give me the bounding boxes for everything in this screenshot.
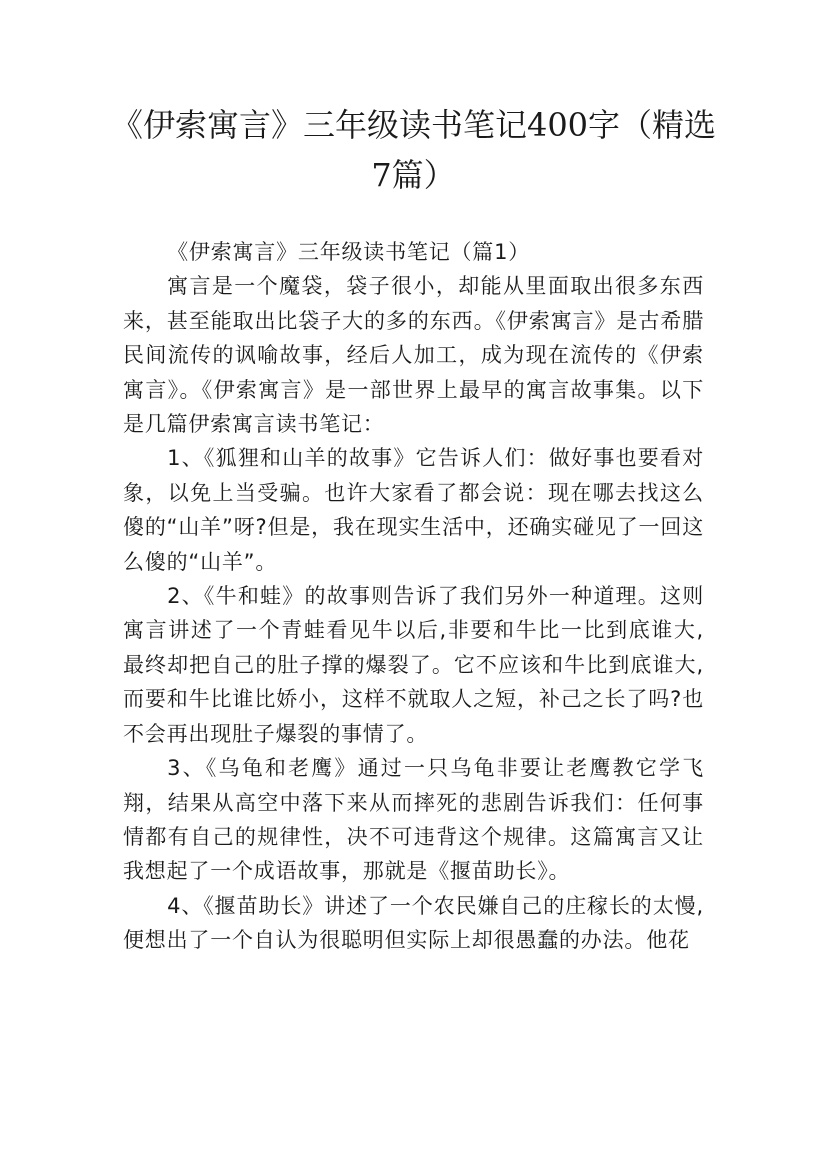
paragraph-tortoise-and-eagle: 3、《乌龟和老鹰》通过一只乌龟非要让老鹰教它学飞翔，结果从高空中落下来从而摔死的悲剧告诉我们：任何事情都有自己的规律性，决不可违背这个规律。这篇寓言又让我想起了一个成语故事，那就是《揠苗助长》。 <box>123 756 704 884</box>
document-body <box>123 235 704 958</box>
paragraph-fox-and-goat: 1、《狐狸和山羊的故事》它告诉人们：做好事也要看对象，以免上当受骗。也许大家看了都会说：现在哪去找这么傻的“山羊”呀?但是，我在现实生活中，还确实碰见了一回这么傻的“山羊”。 <box>123 446 704 574</box>
section-heading: 《伊索寓言》三年级读书笔记（篇1） <box>167 240 531 264</box>
document-title: 《伊索寓言》三年级读书笔记400字（精选7篇） <box>110 106 717 194</box>
paragraph-ox-and-frog: 2、《牛和蛙》的故事则告诉了我们另外一种道理。这则寓言讲述了一个青蛙看见牛以后,非要和牛比一比到底谁大,最终却把自己的肚子撑的爆裂了。它不应该和牛比到底谁大,而要和牛比谁比娇小，这样不就取人之短，补己之长了吗?也不会再出现肚子爆裂的事情了。 <box>123 584 704 746</box>
paragraph-pulling-seedlings: 4、《揠苗助长》讲述了一个农民嫌自己的庄稼长的太慢,便想出了一个自认为很聪明但实际上却很愚蠢的办法。他花 <box>123 893 704 953</box>
paragraph-intro: 寓言是一个魔袋，袋子很小，却能从里面取出很多东西来，甚至能取出比袋子大的多的东西。《伊索寓言》是古希腊民间流传的讽喻故事，经后人加工，成为现在流传的《伊索寓言》。《伊索寓言》是一部世界上最早的寓言故事集。以下是几篇伊索寓言读书笔记： <box>123 274 704 437</box>
